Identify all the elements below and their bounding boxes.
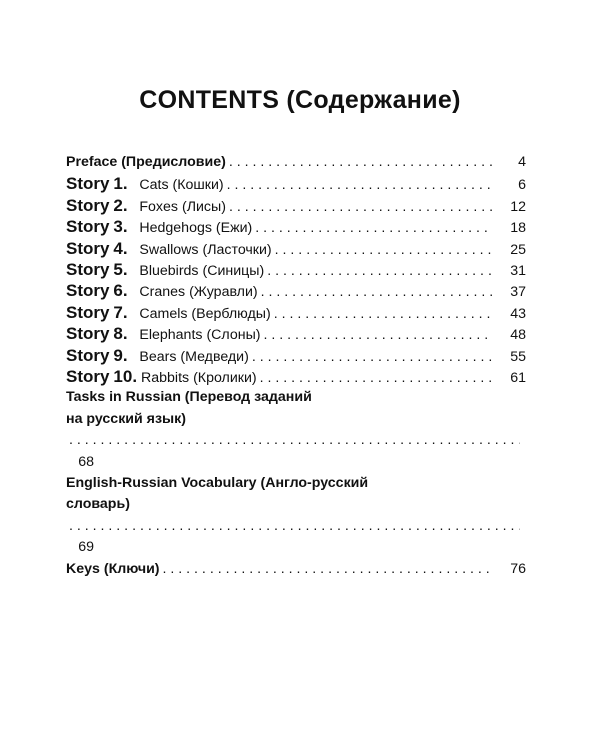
entry-title-line-2: на русский язык) [66,410,186,427]
story-title-en: Bluebirds [139,262,199,279]
story-number: 7. [113,302,128,322]
story-number: 1. [113,174,128,194]
page-number: 6 [518,177,526,194]
page-number: 69 [78,539,94,556]
page-title: CONTENTS (Содержание) [139,86,461,114]
page-number: 48 [510,327,526,344]
table-of-contents [66,152,526,580]
dot-leader [274,304,492,325]
story-label: Story [66,259,110,279]
page-number: 55 [510,348,526,365]
story-title-en: Swallows [139,241,199,258]
story-title-en: Bears [139,348,177,365]
toc-entry-story-8[interactable] [66,323,526,344]
page-number: 4 [518,154,526,170]
story-label: Story [66,217,110,237]
toc-entry-story-1[interactable] [66,173,526,194]
dot-leader [252,347,492,368]
page-number: 68 [78,453,94,470]
dot-leader [229,197,492,218]
toc-entry-story-9[interactable] [66,345,526,366]
story-title-ru: (Журавли) [189,284,258,301]
page-number: 18 [510,220,526,237]
story-title-en: Hedgehogs [139,220,212,237]
toc-entry-story-7[interactable] [66,302,526,323]
dot-leader [261,282,492,303]
entry-title: Keys (Ключи) [66,560,160,577]
story-title-ru: (Лисы) [181,198,226,215]
story-title-en: Rabbits [141,369,190,386]
page-number: 76 [510,560,526,577]
story-label: Story [66,238,110,258]
story-label: Story [66,366,110,386]
story-label: Story [66,281,110,301]
toc-entry-story-4[interactable] [66,238,526,259]
story-title-ru: (Ежи) [215,220,253,237]
page-number: 37 [510,284,526,301]
story-number: 4. [113,238,128,258]
toc-entry-preface[interactable] [66,152,526,173]
dot-leader [229,152,492,173]
story-number: 8. [113,324,128,344]
story-title-ru: (Кролики) [193,369,257,386]
story-title-en: Cats [139,177,169,194]
story-number: 5. [113,259,128,279]
toc-entry-story-2[interactable] [66,195,526,216]
story-title-en: Foxes [139,198,179,215]
story-label: Story [66,174,110,194]
page-number: 31 [510,262,526,279]
dot-leader [163,559,492,580]
entry-title-line-1: English-Russian Vocabulary (Англо-русский [66,474,369,491]
toc-entry-vocabulary[interactable] [66,473,526,559]
page-number: 25 [510,241,526,258]
story-title-en: Cranes [139,284,186,301]
story-title-en: Elephants [139,327,203,344]
toc-entry-tasks[interactable] [66,387,526,473]
story-label: Story [66,324,110,344]
story-title-ru: (Верблюды) [191,305,271,322]
dot-leader [260,368,492,389]
entry-title-line-1: Tasks in Russian (Перевод заданий [66,389,312,406]
toc-entry-keys[interactable] [66,559,526,580]
story-number: 2. [113,195,128,215]
toc-entry-story-5[interactable] [66,259,526,280]
story-number: 3. [113,217,128,237]
story-title-ru: (Слоны) [206,327,261,344]
story-label: Story [66,302,110,322]
dot-leader [69,516,520,537]
toc-entry-story-6[interactable] [66,280,526,301]
page-number: 12 [510,198,526,215]
story-number: 10. [113,366,138,386]
toc-entry-story-10[interactable] [66,366,526,387]
page-number: 43 [510,305,526,322]
dot-leader [69,430,520,451]
story-title-ru: (Синицы) [202,262,265,279]
toc-entry-story-3[interactable] [66,216,526,237]
story-title-ru: (Кошки) [172,177,224,194]
story-number: 6. [113,281,128,301]
page-number: 61 [510,369,526,386]
dot-leader [227,175,492,196]
entry-title: Preface (Предисловие) [66,154,226,170]
entry-title-line-2: словарь) [66,496,130,513]
dot-leader [267,261,492,282]
story-title-ru: (Ласточки) [202,241,272,258]
story-title-en: Camels [139,305,188,322]
dot-leader [275,240,492,261]
story-number: 9. [113,345,128,365]
dot-leader [264,325,493,346]
story-label: Story [66,345,110,365]
story-label: Story [66,195,110,215]
story-title-ru: (Медведи) [180,348,249,365]
dot-leader [255,218,492,239]
